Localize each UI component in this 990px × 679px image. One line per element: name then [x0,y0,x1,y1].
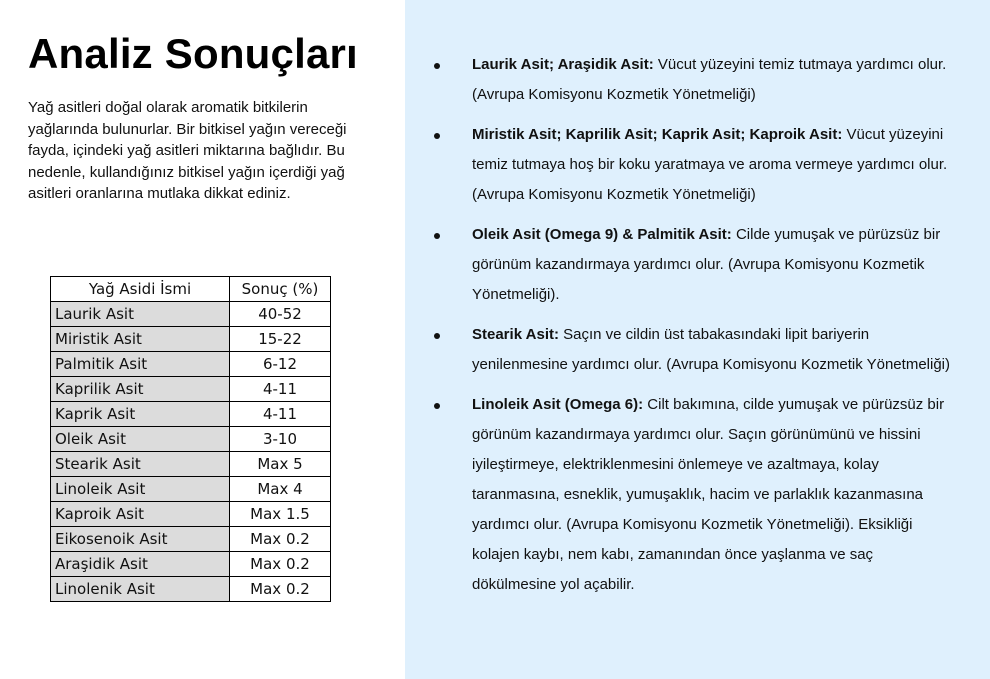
fatty-acid-name: Araşidik Asit [51,552,230,577]
table-row [51,402,331,427]
fatty-acid-name: Kaprik Asit [51,402,230,427]
table-row [51,327,331,352]
benefit-heading: Oleik Asit (Omega 9) & Palmitik Asit: [472,226,732,243]
table-row [51,527,331,552]
table-row [51,502,331,527]
fatty-acid-value: 3-10 [230,427,331,452]
page-title: Analiz Sonuçları [28,30,358,77]
benefit-text: Vücut yüzeyini temiz tutmaya hoş bir koku yaratmaya ve aroma vermeye yardımcı olur. (Avrupa Komisyonu Kozmetik Yönetmeliği) [472,126,948,203]
fatty-acid-value: 4-11 [230,377,331,402]
benefit-text: Cilde yumuşak ve pürüzsüz bir görünüm kazandırmaya yardımcı olur. (Avrupa Komisyonu Kozmetik Yönetmeliği). [472,226,941,303]
fatty-acid-name: Oleik Asit [51,427,230,452]
table-row [51,452,331,477]
benefit-item [430,50,960,110]
left-panel [0,0,405,679]
fatty-acid-value: 4-11 [230,402,331,427]
bullet-icon [434,403,440,409]
header-name: Yağ Asidi İsmi [51,277,230,302]
benefit-item [430,220,960,310]
fatty-acid-name: Linoleik Asit [51,477,230,502]
fatty-acid-value: Max 0.2 [230,552,331,577]
fatty-acid-value: 15-22 [230,327,331,352]
table-row [51,427,331,452]
benefit-text: Saçın ve cildin üst tabakasındaki lipit bariyerin yenilenmesine yardımcı olur. (Avrupa Komisyonu Kozmetik Yönetmeliği) [472,326,950,373]
fatty-acid-name: Kaproik Asit [51,502,230,527]
table-row [51,477,331,502]
table-row [51,577,331,602]
table-row [51,552,331,577]
fatty-acid-value: Max 4 [230,477,331,502]
fatty-acid-value: Max 0.2 [230,577,331,602]
benefits-list [430,50,960,610]
benefit-text: Vücut yüzeyini temiz tutmaya yardımcı olur. (Avrupa Komisyonu Kozmetik Yönetmeliği) [472,56,947,103]
table-header-row [51,277,331,302]
fatty-acid-name: Stearik Asit [51,452,230,477]
fatty-acid-value: Max 1.5 [230,502,331,527]
bullet-icon [434,63,440,69]
table-row [51,302,331,327]
fatty-acid-value: Max 5 [230,452,331,477]
fatty-acid-value: Max 0.2 [230,527,331,552]
benefit-item [430,120,960,210]
table-body [51,302,331,602]
table-row [51,377,331,402]
benefit-text: Cilt bakımına, cilde yumuşak ve pürüzsüz bir görünüm kazandırmaya yardımcı olur. Saçın görünümünü ve hissini iyileştirmeye, elektriklenmesini önlemeye ve azaltmaya, kolay taranmasına, esneklik, yumuşaklık, hacim ve parlaklık kazanmasına yardımcı olur. (Avrupa Komisyonu Kozmetik Yönetmeliği). Eksikliği kolajen kaybı, nem kabı, zamanından önce yaşlanma ve saç dökülmesine yol açabilir. [472,396,945,593]
intro-paragraph: Yağ asitleri doğal olarak aromatik bitkilerin yağlarında bulunurlar. Bir bitkisel yağın vereceği fayda, içindeki yağ asitleri miktarına bağlıdır. Bu nedenle, kullandığınız bitkisel yağın içerdiği yağ asitleri oranlarına mutlaka dikkat ediniz. [28,99,347,202]
fatty-acid-value: 40-52 [230,302,331,327]
benefit-heading: Linoleik Asit (Omega 6): [472,396,644,413]
fatty-acid-name: Palmitik Asit [51,352,230,377]
fatty-acid-name: Linolenik Asit [51,577,230,602]
benefit-heading: Miristik Asit; Kaprilik Asit; Kaprik Asit; Kaproik Asit: [472,126,843,143]
benefit-item [430,320,960,380]
header-result: Sonuç (%) [230,277,331,302]
table-row [51,352,331,377]
fatty-acid-value: 6-12 [230,352,331,377]
fatty-acid-table [50,276,331,602]
bullet-icon [434,233,440,239]
bullet-icon [434,333,440,339]
benefit-heading: Stearik Asit: [472,326,559,343]
benefit-item [430,390,960,600]
fatty-acid-name: Eikosenoik Asit [51,527,230,552]
benefit-heading: Laurik Asit; Araşidik Asit: [472,56,654,73]
fatty-acid-name: Miristik Asit [51,327,230,352]
bullet-icon [434,133,440,139]
fatty-acid-name: Kaprilik Asit [51,377,230,402]
fatty-acid-name: Laurik Asit [51,302,230,327]
